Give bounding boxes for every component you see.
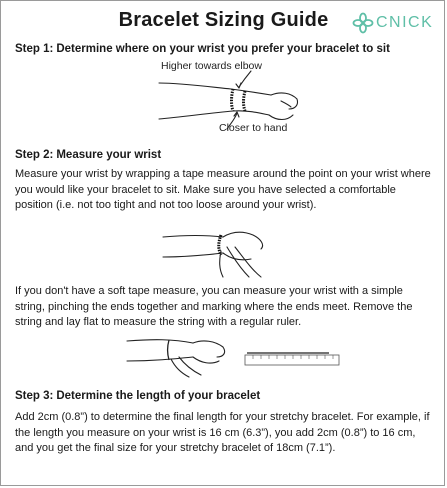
brand-logo xyxy=(353,11,433,35)
step3-heading xyxy=(15,390,260,402)
cnick-flower-logo-icon xyxy=(353,13,373,33)
step1-number: Step 1: xyxy=(15,43,54,55)
step1-heading xyxy=(15,43,390,55)
string-pinch-wrist-illustration xyxy=(123,331,233,381)
ruler-string-illustration xyxy=(243,351,343,371)
step2-paragraph1: Measure your wrist by wrapping a tape measure around the point on your wrist where you would like your bracelet to sit. Make sure you have selected a comfortable position (i.e. not too tight and not too loose around your wrist). xyxy=(15,168,431,211)
tape-measure-wrist-illustration xyxy=(161,217,281,281)
step2-paragraph2: If you don't have a soft tape measure, you can measure your wrist with a simple string, pinching the ends together and marking where the ends meet. Remove the string and lay flat to measure the string with a regular ruler. xyxy=(15,285,413,328)
step3-title: Determine the length of your bracelet xyxy=(56,390,261,402)
brand-name: CNICK xyxy=(376,14,434,31)
page-title: Bracelet Sizing Guide xyxy=(118,9,329,31)
step1-title: Determine where on your wrist you prefer your bracelet to sit xyxy=(56,43,390,55)
step3-number: Step 3: xyxy=(15,390,54,402)
step2-title: Measure your wrist xyxy=(56,149,162,161)
step2-number: Step 2: xyxy=(15,149,54,161)
label-closer-to-hand: Closer to hand xyxy=(219,122,288,134)
step3-paragraph: Add 2cm (0.8”) to determine the final length for your stretchy bracelet. For example, if the length you measure on your wrist is 16 cm (6.3”), you add 2cm (0.8”) to 16 cm, and you get the final size for your stretchy bracelet of 18cm (7.1”). xyxy=(15,411,430,454)
label-higher-towards-elbow: Higher towards elbow xyxy=(161,60,262,72)
step2-heading xyxy=(15,149,161,161)
